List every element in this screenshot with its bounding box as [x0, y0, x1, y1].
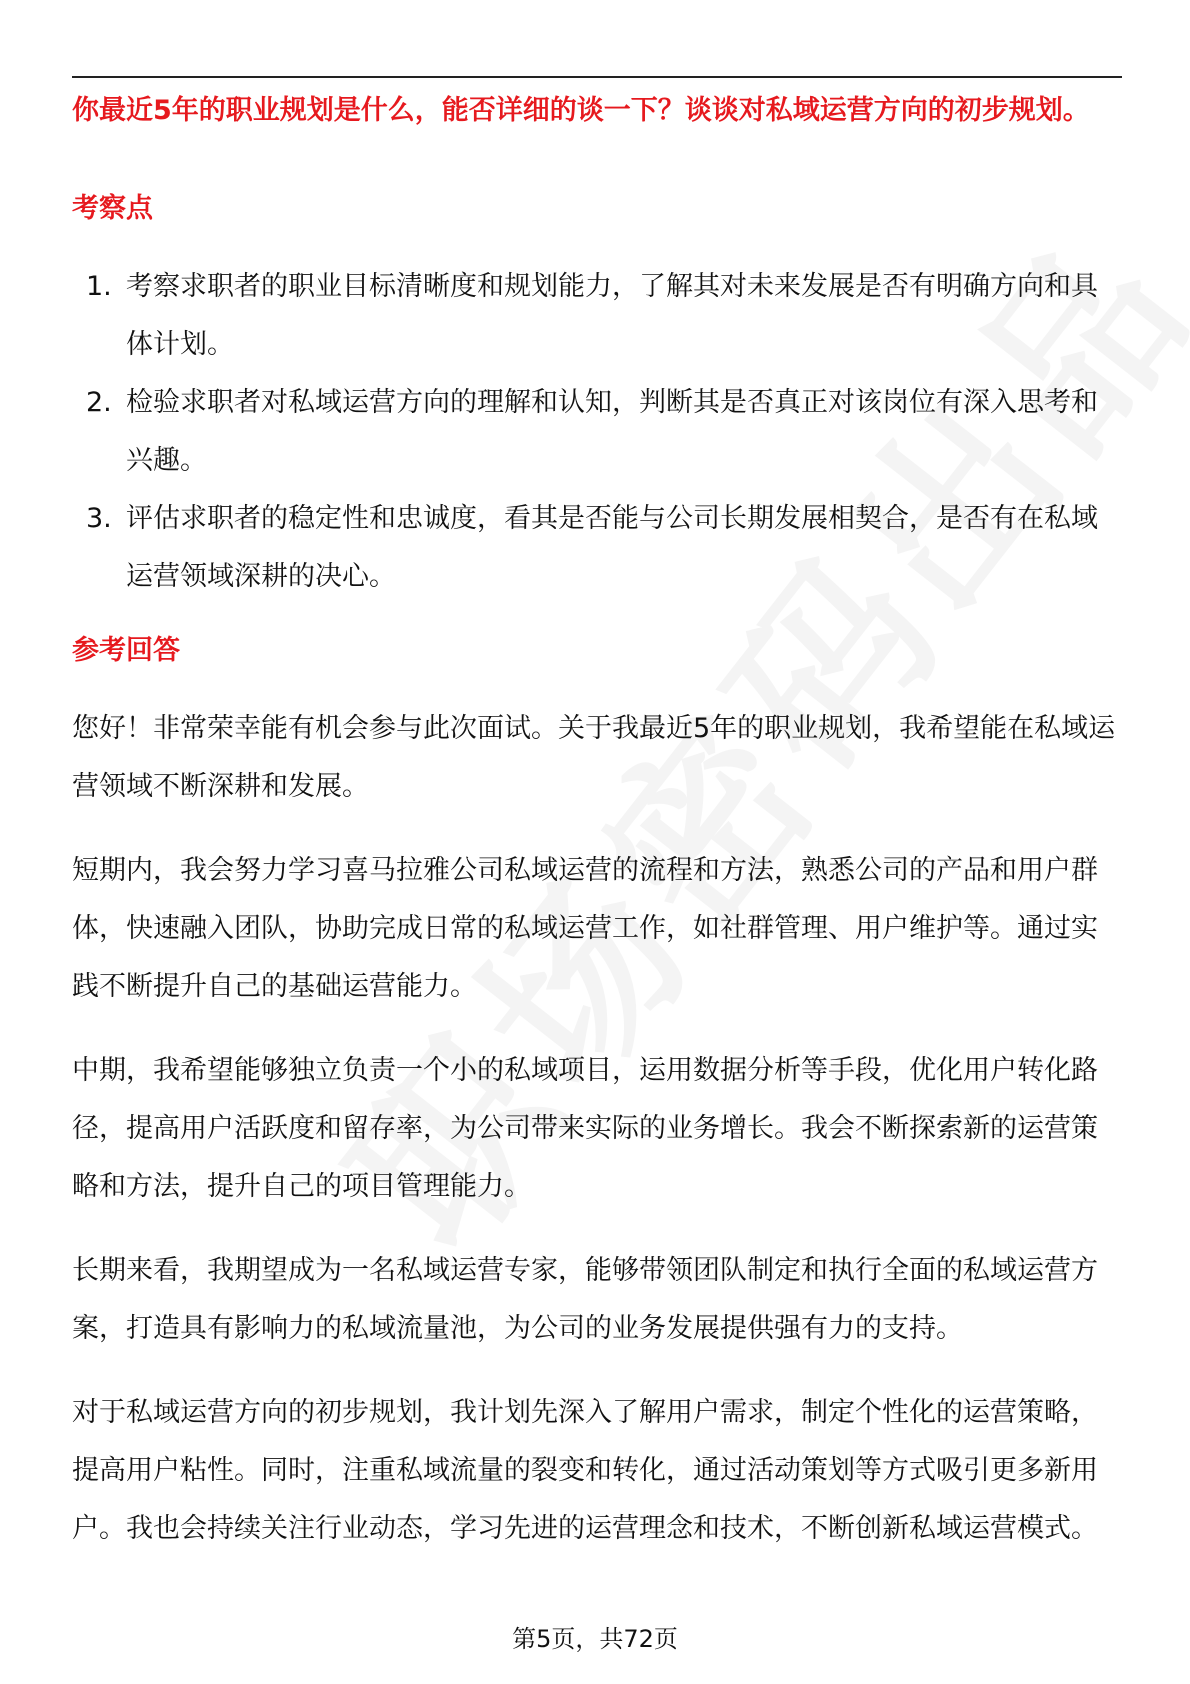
- answer-paragraph: 短期内，我会努力学习喜马拉雅公司私域运营的流程和方法，熟悉公司的产品和用户群体，快速融入团队，协助完成日常的私域运营工作，如社群管理、用户维护等。通过实践不断提升自己的基础运营能力。: [72, 855, 1098, 1002]
- answer-paragraph: 您好！非常荣幸能有机会参与此次面试。关于我最近5年的职业规划，我希望能在私域运营领域不断深耕和发展。: [72, 713, 1116, 802]
- point-number: 1.: [86, 271, 112, 302]
- answer-paragraph: 长期来看，我期望成为一名私域运营专家，能够带领团队制定和执行全面的私域运营方案，打造具有影响力的私域流量池，为公司的业务发展提供强有力的支持。: [72, 1255, 1098, 1344]
- answer-paragraph: 对于私域运营方向的初步规划，我计划先深入了解用户需求，制定个性化的运营策略，提高用户粘性。同时，注重私域流量的裂变和转化，通过活动策划等方式吸引更多新用户。我也会持续关注行业动态，学习先进的运营理念和技术，不断创新私域运营模式。: [72, 1397, 1098, 1544]
- page-number-footer: 第5页，共72页: [512, 1625, 678, 1653]
- point-text: 考察求职者的职业目标清晰度和规划能力，了解其对未来发展是否有明确方向和具体计划。: [126, 271, 1098, 360]
- top-divider: [72, 76, 1122, 78]
- answer-paragraph: 中期，我希望能够独立负责一个小的私域项目，运用数据分析等手段，优化用户转化路径，提高用户活跃度和留存率，为公司带来实际的业务增长。我会不断探索新的运营策略和方法，提升自己的项目管理能力。: [72, 1055, 1098, 1202]
- point-item: [72, 490, 1122, 606]
- answer-section-title: 参考回答: [72, 635, 180, 666]
- points-section-title: 考察点: [72, 193, 153, 224]
- question-heading: 你最近5年的职业规划是什么，能否详细的谈一下？谈谈对私域运营方向的初步规划。: [72, 95, 1090, 126]
- point-number: 2.: [86, 387, 112, 418]
- points-list: [72, 258, 1122, 606]
- point-text: 评估求职者的稳定性和忠诚度，看其是否能与公司长期发展相契合，是否有在私域运营领域深耕的决心。: [126, 503, 1098, 592]
- point-text: 检验求职者对私域运营方向的理解和认知，判断其是否真正对该岗位有深入思考和兴趣。: [126, 387, 1098, 476]
- point-number: 3.: [86, 503, 112, 534]
- document-page: [72, 0, 1122, 1684]
- point-item: [72, 258, 1122, 374]
- point-item: [72, 374, 1122, 490]
- answer-body: [72, 700, 1122, 1584]
